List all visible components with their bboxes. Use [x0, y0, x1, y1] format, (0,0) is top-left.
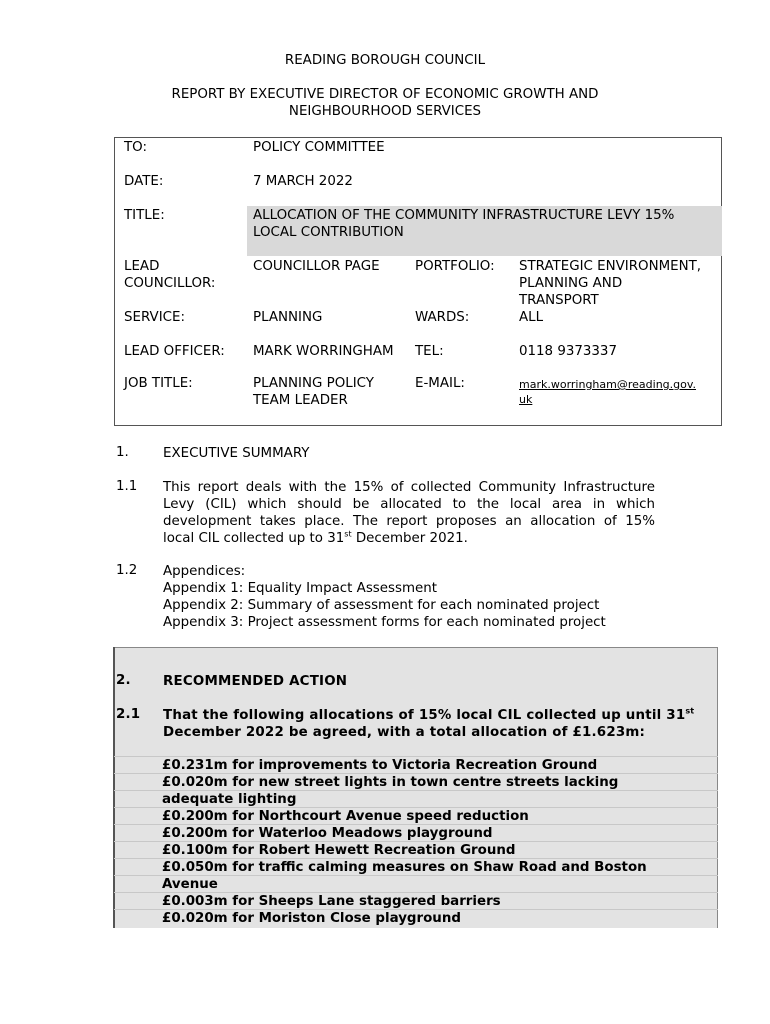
allocation-item: adequate lighting [162, 792, 297, 807]
para-2-1-line-1 [163, 707, 694, 724]
section-2-heading: RECOMMENDED ACTION [163, 674, 348, 689]
para-1-1-line-4 [163, 530, 655, 547]
box-left-border [113, 647, 115, 928]
lead-councillor-label [124, 258, 215, 292]
council-name: READING BOROUGH COUNCIL [284, 53, 486, 68]
section-1-number: 1. [116, 445, 129, 460]
appendix-item: Appendix 2: Summary of assessment for each nominated project [163, 598, 600, 613]
email-link-line-1[interactable]: mark.worringham@reading.gov. [519, 378, 697, 391]
appendix-item: Appendix 1: Equality Impact Assessment [163, 581, 437, 596]
lead-councillor-label-line-1: LEAD [124, 259, 160, 274]
allocation-item: £0.003m for Sheeps Lane staggered barriers [162, 894, 501, 909]
para-1-1-line-4-end: December 2021. [351, 531, 468, 546]
report-by [150, 86, 620, 120]
allocation-item: £0.050m for traffic calming measures on Shaw Road and Boston [162, 860, 647, 875]
tel-value: 0118 9373337 [519, 344, 617, 359]
portfolio-value-line-3: TRANSPORT [519, 293, 599, 308]
appendices-block [163, 563, 606, 631]
to-value: POLICY COMMITTEE [253, 140, 385, 155]
allocation-item: £0.020m for new street lights in town centre streets lacking [162, 775, 619, 790]
para-2-1-line-2: December 2022 be agreed, with a total allocation of £1.623m: [163, 725, 646, 740]
allocation-item: £0.020m for Moriston Close playground [162, 911, 461, 926]
portfolio-value-line-2: PLANNING AND [519, 276, 623, 291]
job-title-value [253, 375, 374, 409]
para-1-1-number: 1.1 [116, 479, 138, 494]
title-value-line-1: ALLOCATION OF THE COMMUNITY INFRASTRUCTURE LEVY 15% [253, 208, 675, 223]
wards-label: WARDS: [415, 310, 470, 325]
appendix-list [163, 580, 606, 631]
allocation-item: Avenue [162, 877, 218, 892]
para-2-1-number: 2.1 [116, 707, 141, 722]
email-link-line-2[interactable]: uk [519, 393, 533, 406]
portfolio-label: PORTFOLIO: [415, 259, 495, 274]
para-1-1-line-3: development takes place. The report proposes an allocation of 15% [163, 514, 655, 529]
para-2-1-line-1-text: That the following allocations of 15% local CIL collected up until 31 [163, 708, 686, 723]
lead-councillor-label-line-2: COUNCILLOR: [124, 276, 216, 291]
title-value [253, 207, 674, 241]
para-1-2-number: 1.2 [116, 563, 138, 578]
portfolio-value [519, 258, 701, 309]
section-1-heading: EXECUTIVE SUMMARY [163, 446, 310, 461]
allocation-item: £0.200m for Waterloo Meadows playground [162, 826, 493, 841]
lead-councillor-value: COUNCILLOR PAGE [253, 259, 380, 274]
para-1-1-text [163, 479, 655, 547]
section-2-number: 2. [116, 673, 131, 688]
report-by-line-2: NEIGHBOURHOOD SERVICES [288, 104, 482, 119]
to-label: TO: [124, 140, 147, 155]
email-link[interactable] [519, 377, 696, 407]
job-title-value-line-1: PLANNING POLICY [253, 376, 374, 391]
service-value: PLANNING [253, 310, 323, 325]
allocation-item: £0.200m for Northcourt Avenue speed reduction [162, 809, 529, 824]
date-value: 7 MARCH 2022 [253, 174, 353, 189]
job-title-value-line-2: TEAM LEADER [253, 393, 348, 408]
email-label: E-MAIL: [415, 376, 465, 391]
allocation-item: £0.100m for Robert Hewett Recreation Ground [162, 843, 516, 858]
title-label: TITLE: [124, 208, 165, 223]
report-by-line-1: REPORT BY EXECUTIVE DIRECTOR OF ECONOMIC GROWTH AND [171, 87, 599, 102]
appendices-heading: Appendices: [163, 564, 246, 579]
wards-value: ALL [519, 310, 544, 325]
lead-officer-value: MARK WORRINGHAM [253, 344, 394, 359]
para-2-1-text [163, 707, 694, 741]
service-label: SERVICE: [124, 310, 185, 325]
tel-label: TEL: [415, 344, 444, 359]
lead-officer-label: LEAD OFFICER: [124, 344, 225, 359]
para-1-1-line-4-text: local CIL collected up to 31 [163, 531, 345, 546]
para-1-1-line-2: Levy (CIL) which should be allocated to the local area in which [163, 497, 655, 512]
job-title-label: JOB TITLE: [124, 376, 193, 391]
allocation-item: £0.231m for improvements to Victoria Recreation Ground [162, 758, 598, 773]
title-value-line-2: LOCAL CONTRIBUTION [253, 225, 404, 240]
date-label: DATE: [124, 174, 164, 189]
appendix-item: Appendix 3: Project assessment forms for each nominated project [163, 615, 606, 630]
para-1-1-line-1: This report deals with the 15% of collected Community Infrastructure [163, 480, 655, 495]
portfolio-value-line-1: STRATEGIC ENVIRONMENT, [519, 259, 702, 274]
ordinal-suffix: st [685, 706, 695, 716]
ordinal-suffix: st [344, 529, 352, 539]
report-cover-table [114, 137, 722, 426]
